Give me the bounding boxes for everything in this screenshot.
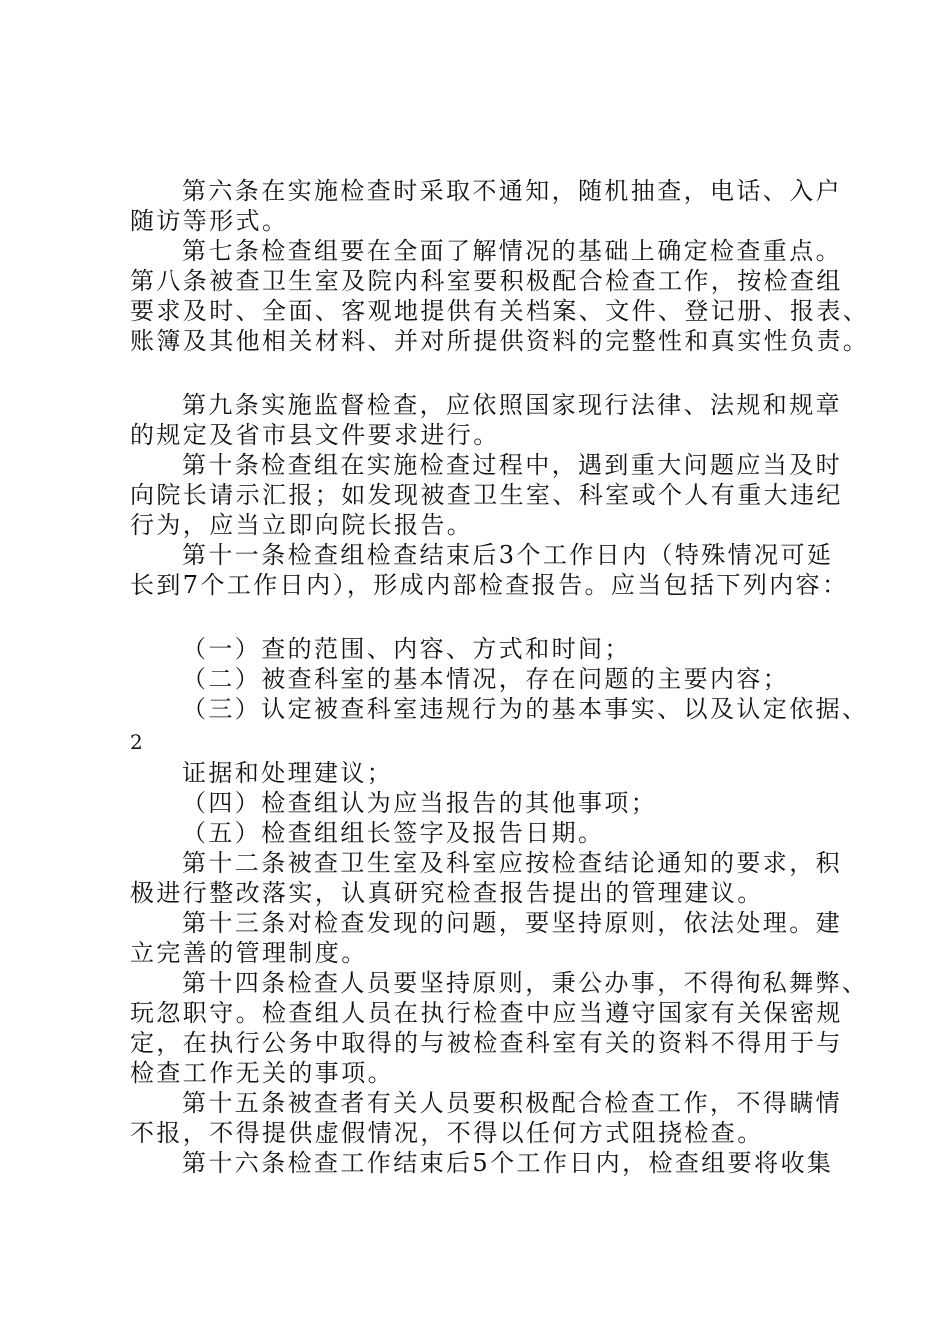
text-line: 第十条检查组在实施检查过程中，遇到重大问题应当及时: [182, 451, 842, 479]
text-line: 第十四条检查人员要坚持原则，秉公办事，不得徇私舞弊、: [182, 969, 869, 997]
text-line: 向院长请示汇报；如发现被查卫生室、科室或个人有重大违纪: [130, 481, 843, 509]
text-line: 第十一条检查组检查结束后3个工作日内（特殊情况可延: [182, 541, 834, 569]
text-line: 证据和处理建议；: [182, 759, 394, 787]
text-line: 账簿及其他相关材料、并对所提供资料的完整性和真实性负责。: [130, 327, 870, 355]
text-line: 第十三条对检查发现的问题，要坚持原则，依法处理。建: [182, 909, 842, 937]
list-item: （三）认定被查科室违规行为的基本事实、以及认定依据、: [182, 695, 869, 723]
text-line: 长到7个工作日内），形成内部检查报告。应当包括下列内容：: [130, 571, 849, 599]
text-line: 玩忽职守。检查组人员在执行检查中应当遵守国家有关保密规: [130, 999, 843, 1027]
text-line: 随访等形式。: [130, 207, 289, 235]
text-line: 行为，应当立即向院长报告。: [130, 511, 474, 539]
page-number: 2: [130, 730, 143, 754]
text-line: 第六条在实施检查时采取不通知，随机抽查，电话、入户: [182, 177, 842, 205]
list-item: （二）被查科室的基本情况，存在问题的主要内容；: [182, 665, 790, 693]
text-line: 第十二条被查卫生室及科室应按检查结论通知的要求，积: [182, 849, 842, 877]
list-item: （一）查的范围、内容、方式和时间；: [182, 635, 631, 663]
text-line: 立完善的管理制度。: [130, 939, 368, 967]
text-line: 第九条实施监督检查，应依照国家现行法律、法规和规章: [182, 391, 842, 419]
text-line: 不报，不得提供虚假情况，不得以任何方式阻挠检查。: [130, 1119, 764, 1147]
text-line: 第七条检查组要在全面了解情况的基础上确定检查重点。: [182, 237, 842, 265]
text-line: 检查工作无关的事项。: [130, 1059, 394, 1087]
list-item: （五）检查组组长签字及报告日期。: [182, 819, 605, 847]
list-item: （四）检查组认为应当报告的其他事项；: [182, 789, 658, 817]
text-line: 极进行整改落实，认真研究检查报告提出的管理建议。: [130, 879, 764, 907]
text-line: 定，在执行公务中取得的与被检查科室有关的资料不得用于与: [130, 1029, 843, 1057]
text-line: 第八条被查卫生室及院内科室要积极配合检查工作，按检查组: [130, 267, 843, 295]
text-line: 第十五条被查者有关人员要积极配合检查工作，不得瞒情: [182, 1089, 842, 1117]
text-line: 的规定及省市县文件要求进行。: [130, 421, 500, 449]
text-line: 要求及时、全面、客观地提供有关档案、文件、登记册、报表、: [130, 297, 870, 325]
text-line: 第十六条检查工作结束后5个工作日内，检查组要将收集: [182, 1149, 834, 1177]
